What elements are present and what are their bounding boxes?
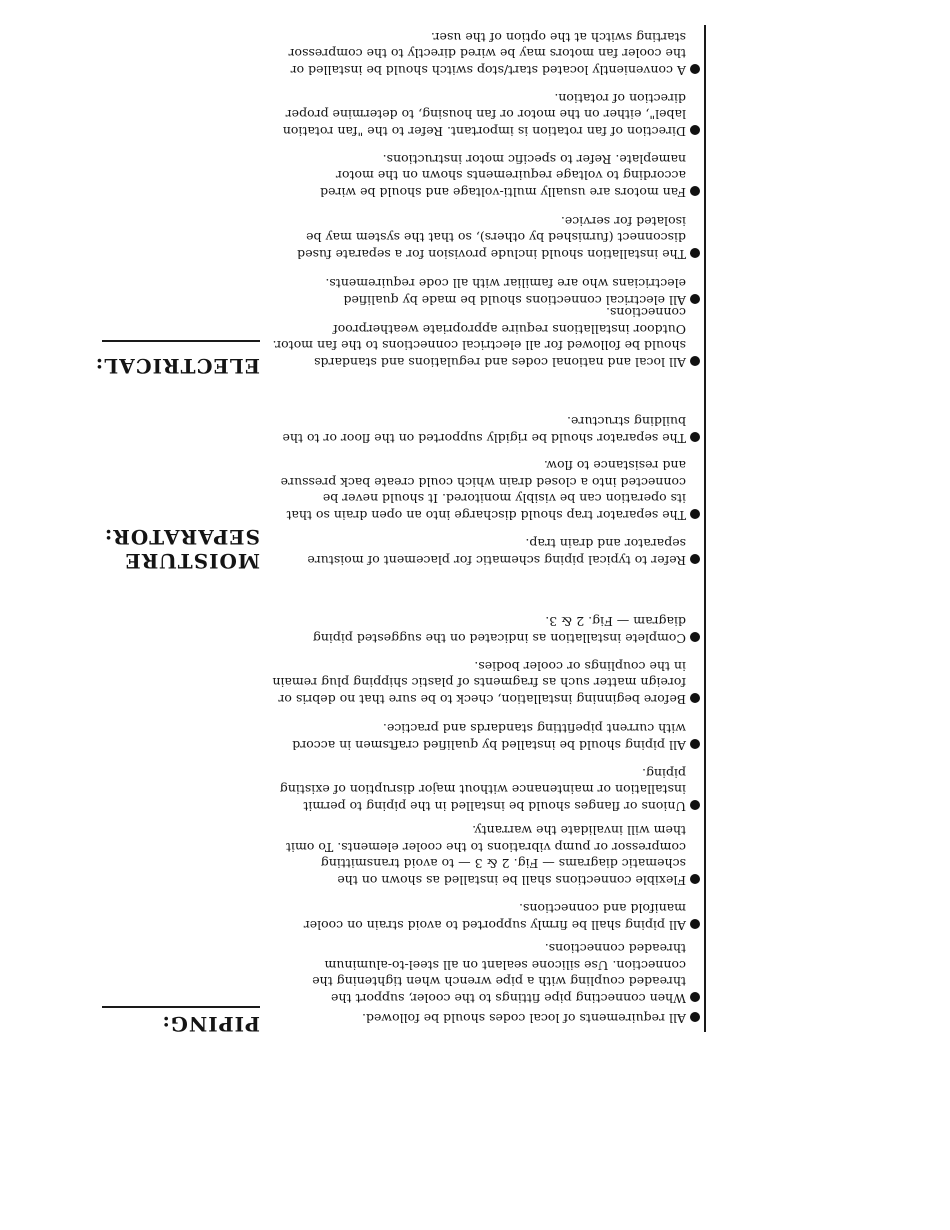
bullet-dot-icon	[690, 992, 700, 1002]
bullet-dot-icon	[690, 919, 700, 929]
piping-heading	[60, 1012, 260, 1036]
piping-heading-rule	[102, 1006, 260, 1008]
bullet-item	[270, 765, 700, 815]
vertical-divider	[704, 25, 706, 1032]
bullet-dot-icon	[690, 186, 700, 196]
bullet-dot-icon	[690, 356, 700, 366]
bullet-dot-icon	[690, 800, 700, 810]
bullet-item	[270, 213, 700, 263]
bullet-dot-icon	[690, 248, 700, 258]
moisture-separator-title-line2: SEPARATOR:	[103, 525, 260, 549]
piping-title: PIPING:	[161, 1012, 260, 1036]
bullet-item	[270, 613, 700, 646]
bullet-item	[270, 900, 700, 933]
bullet-dot-icon	[690, 554, 700, 564]
bullet-text: Direction of fan rotation is important. Refer to the "fan rotation label", either on the motor or fan housing, to determine proper direction of rotation.	[282, 91, 686, 139]
bullet-text: The separator trap should discharge into an open drain so that its operation can be visibly monitored. It should never be connected into a closed drain which could create back pressure and resistance to flow.	[280, 458, 686, 523]
bullet-dot-icon	[690, 64, 700, 74]
bullet-item	[270, 275, 700, 308]
bullet-text: All piping should be installed by qualified craftsmen in accord with current pipefitting standards and practice.	[292, 721, 686, 753]
bullet-text: When connecting pipe fittings to the cooler, support the threaded coupling with a pipe wrench when tightening the connection. Use silicone sealant on all steel-to-aluminum threaded connections.	[312, 941, 686, 1006]
bullet-dot-icon	[690, 432, 700, 442]
bullet-item	[270, 822, 700, 888]
bullet-text: Fan motors are usually multi-voltage and should be wired according to voltage requirements shown on the motor nameplate. Refer to specific motor instructions.	[320, 152, 686, 200]
bullet-text: A conveniently located start/stop switch should be installed or the cooler fan motors may be wired directly to the compressor starting switch at the option of the user.	[288, 30, 686, 78]
bullet-item	[270, 457, 700, 523]
bullet-dot-icon	[690, 693, 700, 703]
bullet-item	[270, 90, 700, 140]
bullet-dot-icon	[690, 294, 700, 304]
bullet-text: All requirements of local codes should be followed.	[361, 1011, 686, 1026]
bullet-item	[270, 535, 700, 568]
bullet-item	[270, 1010, 700, 1027]
bullet-item	[270, 658, 700, 708]
electrical-title: ELECTRICAL:	[94, 354, 260, 378]
electrical-heading-rule	[102, 340, 260, 342]
bullet-text: All electrical connections should be made by qualified electricians who are familiar with all code requirements.	[325, 276, 686, 308]
bullet-text: All local and national codes and regulations and standards should be followed for all electrical connections to the fan motor. Outdoor installations require appropriate weatherproof connections.	[272, 305, 686, 370]
bullet-dot-icon	[690, 632, 700, 642]
bullet-text: The separator should be rigidly supported on the floor or to the building structure.	[282, 414, 686, 446]
moisture-separator-heading	[60, 525, 260, 573]
bullet-dot-icon	[690, 874, 700, 884]
bullet-dot-icon	[690, 125, 700, 135]
bullet-item	[270, 720, 700, 753]
bullet-text: Unions or flanges should be installed in the piping to permit installation or maintenance without major disruption of existing piping.	[279, 766, 686, 814]
bullet-text: Flexible connections shall be installed as shown on the schematic diagrams — Fig. 2 & 3 — to avoid transmitting compressor or pump vibrations to the cooler elements. To omit them will invalidate the warranty.	[286, 823, 686, 888]
bullet-item	[270, 304, 700, 370]
bullet-item	[270, 29, 700, 79]
bullet-dot-icon	[690, 1012, 700, 1022]
bullet-dot-icon	[690, 739, 700, 749]
bullet-item	[270, 151, 700, 201]
bullet-dot-icon	[690, 509, 700, 519]
bullet-item	[270, 940, 700, 1006]
bullet-text: Before beginning installation, check to be sure that no debris or foreign matter such as fragments of plastic shipping plug remain in the couplings or cooler bodies.	[272, 659, 686, 707]
bullet-text: Refer to typical piping schematic for placement of moisture separator and drain trap.	[307, 536, 686, 568]
bullet-item	[270, 413, 700, 446]
electrical-heading	[60, 354, 260, 378]
moisture-separator-title-line1: MOISTURE	[124, 549, 260, 573]
bullet-text: Complete installation as indicated on the suggested piping diagram — Fig. 2 & 3.	[312, 614, 686, 646]
bullet-text: All piping shall be firmly supported to avoid strain on cooler manifold and connections.	[303, 901, 686, 933]
bullet-text: The installation should include provision for a separate fused disconnect (furnished by others), so that the system may be isolated for service.	[297, 214, 686, 262]
